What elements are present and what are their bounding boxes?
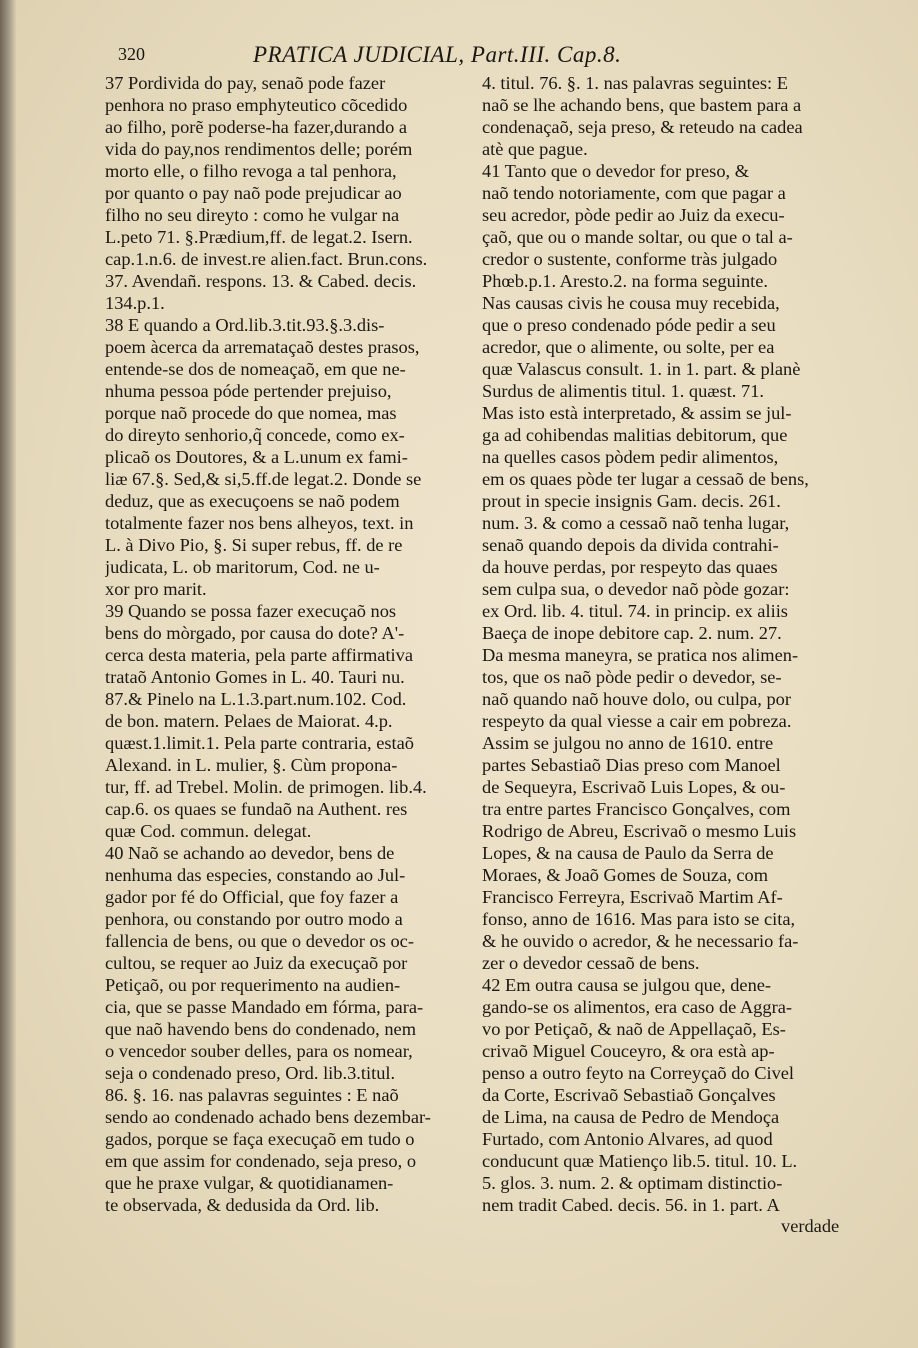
text-line: em os quaes pòde ter lugar a cessaõ de bens, xyxy=(482,469,809,489)
text-line: ga ad cohibendas malitias debitorum, que xyxy=(482,425,788,445)
text-line: judicata, L. ob maritorum, Cod. ne u- xyxy=(105,557,380,577)
text-line: naõ tendo notoriamente, com que pagar a xyxy=(482,183,786,203)
text-line: plicaõ os Doutores, & a L.unum ex fami- xyxy=(105,447,408,467)
text-line: 42 Em outra causa se julgou que, dene- xyxy=(482,975,772,995)
text-line: Lopes, & na causa de Paulo da Serra de xyxy=(482,843,774,863)
text-line: nem tradit Cabed. decis. 56. in 1. part. A xyxy=(482,1195,780,1215)
text-line: penso a outro feyto na Correyçaõ do Civel xyxy=(482,1063,795,1083)
text-line: Francisco Ferreyra, Escrivaõ Martim Af- xyxy=(482,887,783,907)
page-header xyxy=(118,42,858,72)
text-line: Mas isto està interpretado, & assim se jul- xyxy=(482,403,792,423)
text-line: crivaõ Miguel Couceyro, & ora està ap- xyxy=(482,1041,775,1061)
text-line: Alexand. in L. mulier, §. Cùm propona- xyxy=(105,755,398,775)
text-line: sem culpa sua, o devedor naõ pòde gozar: xyxy=(482,579,790,599)
text-line: credor o sustente, conforme tràs julgado xyxy=(482,249,778,269)
text-line: na quelles casos pòdem pedir alimentos, xyxy=(482,447,779,467)
text-line: ao filho, porẽ poderse-ha fazer,durando a xyxy=(105,117,408,137)
text-line: filho no seu direyto : como he vulgar na xyxy=(105,205,400,225)
text-line: cia, que se passe Mandado em fórma, para- xyxy=(105,997,424,1017)
text-line: de Lima, na causa de Pedro de Mendoça xyxy=(482,1107,780,1127)
right-text-column xyxy=(482,72,848,1216)
text-line: vida do pay,nos rendimentos delle; porém xyxy=(105,139,413,159)
text-line: 86. §. 16. nas palavras seguintes : E naõ xyxy=(105,1085,399,1105)
text-line: liæ 67.§. Sed,& si,5.ff.de legat.2. Donde se xyxy=(105,469,422,489)
running-title: PRATICA JUDICIAL, Part.III. Cap.8. xyxy=(253,42,622,67)
text-line: prout in specie insignis Gam. decis. 261. xyxy=(482,491,781,511)
text-line: 40 Naõ se achando ao devedor, bens de xyxy=(105,843,395,863)
text-line: tra entre partes Francisco Gonçalves, com xyxy=(482,799,791,819)
catchword: verdade xyxy=(781,1216,840,1236)
text-line: cap.6. os quaes se fundaõ na Authent. res xyxy=(105,799,408,819)
text-line: Rodrigo de Abreu, Escrivaõ o mesmo Luis xyxy=(482,821,797,841)
text-line: entende-se dos de nomeaçaõ, em que ne- xyxy=(105,359,406,379)
text-line: L. à Divo Pio, §. Si super rebus, ff. de re xyxy=(105,535,403,555)
text-line: 5. glos. 3. num. 2. & optimam distinctio- xyxy=(482,1173,783,1193)
text-line: da houve perdas, por respeyto das quaes xyxy=(482,557,778,577)
text-line: vo por Petiçaõ, & naõ de Appellaçaõ, Es- xyxy=(482,1019,786,1039)
text-line: 134.p.1. xyxy=(105,293,165,313)
text-line: Baeça de inope debitore cap. 2. num. 27. xyxy=(482,623,782,643)
text-line: tos, que os naõ pòde pedir o devedor, se- xyxy=(482,667,782,687)
text-line: morto elle, o filho revoga a tal penhora, xyxy=(105,161,397,181)
text-line: naõ se lhe achando bens, que bastem para a xyxy=(482,95,802,115)
text-line: gador por fé do Official, que foy fazer a xyxy=(105,887,399,907)
text-line: tur, ff. ad Trebel. Molin. de primogen. lib.4. xyxy=(105,777,427,797)
text-line: que he praxe vulgar, & quotidianamen- xyxy=(105,1173,394,1193)
text-line: condenaçaõ, seja preso, & reteudo na cadea xyxy=(482,117,803,137)
text-line: da Corte, Escrivaõ Sebastiaõ Gonçalves xyxy=(482,1085,776,1105)
text-line: totalmente fazer nos bens alheyos, text. in xyxy=(105,513,414,533)
text-line: naõ quando naõ houve dolo, ou culpa, por xyxy=(482,689,791,709)
text-line: L.peto 71. §.Prædium,ff. de legat.2. Isern. xyxy=(105,227,413,247)
text-line: porque naõ procede do que nomea, mas xyxy=(105,403,397,423)
text-line: nhuma pessoa póde pertender prejuiso, xyxy=(105,381,392,401)
text-line: por quanto o pay naõ pode prejudicar ao xyxy=(105,183,402,203)
text-line: çaõ, que ou o mande soltar, ou que o tal a- xyxy=(482,227,793,247)
text-line: 87.& Pinelo na L.1.3.part.num.102. Cod. xyxy=(105,689,407,709)
text-line: 37. Avendañ. respons. 13. & Cabed. decis. xyxy=(105,271,417,291)
text-line: penhora, ou constando por outro modo a xyxy=(105,909,403,929)
text-line: zer o devedor cessaõ de bens. xyxy=(482,953,700,973)
text-line: acredor, que o alimente, ou solte, per ea xyxy=(482,337,775,357)
text-line: Moraes, & Joaõ Gomes de Souza, com xyxy=(482,865,769,885)
text-line: Assim se julgou no anno de 1610. entre xyxy=(482,733,774,753)
text-line: ex Ord. lib. 4. titul. 74. in princip. ex aliis xyxy=(482,601,788,621)
text-line: que o preso condenado póde pedir a seu xyxy=(482,315,776,335)
text-line: Surdus de alimentis titul. 1. quæst. 71. xyxy=(482,381,764,401)
left-text-column xyxy=(105,72,462,1216)
text-line: 39 Quando se possa fazer execuçaõ nos xyxy=(105,601,397,621)
text-line: penhora no praso emphyteutico cõcedido xyxy=(105,95,408,115)
text-line: seu acredor, pòde pedir ao Juiz da execu- xyxy=(482,205,785,225)
text-line: bens do mòrgado, por causa do dote? A'- xyxy=(105,623,405,643)
text-line: quæ Valascus consult. 1. in 1. part. & planè xyxy=(482,359,801,379)
text-line: fallencia de bens, ou que o devedor os oc- xyxy=(105,931,414,951)
text-line: num. 3. & como a cessaõ naõ tenha lugar, xyxy=(482,513,790,533)
text-line: de Sequeyra, Escrivaõ Luis Lopes, & ou- xyxy=(482,777,786,797)
text-line: respeyto da qual viesse a cair em pobreza. xyxy=(482,711,792,731)
text-line: Da mesma maneyra, se pratica nos alimen- xyxy=(482,645,799,665)
text-line: do direyto senhorio,q̃ concede, como ex- xyxy=(105,425,405,445)
binding-gutter xyxy=(0,0,16,1348)
folio-number: 320 xyxy=(118,44,145,64)
text-line: gados, porque se faça execuçaõ em tudo o xyxy=(105,1129,415,1149)
text-line: & he ouvido o acredor, & he necessario fa- xyxy=(482,931,799,951)
text-line: de bon. matern. Pelaes de Maiorat. 4.p. xyxy=(105,711,393,731)
text-line: cerca desta materia, pela parte affirmativa xyxy=(105,645,414,665)
text-line: senaõ quando depois da divida contrahi- xyxy=(482,535,779,555)
text-line: cap.1.n.6. de invest.re alien.fact. Brun.cons. xyxy=(105,249,428,269)
text-line: xor pro marit. xyxy=(105,579,207,599)
text-line: o vencedor souber delles, para os nomear, xyxy=(105,1041,413,1061)
text-line: 41 Tanto que o devedor for preso, & xyxy=(482,161,750,181)
text-line: Petiçaõ, ou por requerimento na audien- xyxy=(105,975,401,995)
text-line: quæst.1.limit.1. Pela parte contraria, estaõ xyxy=(105,733,414,753)
text-line: gando-se os alimentos, era caso de Aggra- xyxy=(482,997,792,1017)
text-line: poem àcerca da arremataçaõ destes prasos, xyxy=(105,337,420,357)
text-line: Furtado, com Antonio Alvares, ad quod xyxy=(482,1129,773,1149)
text-line: em que assim for condenado, seja preso, o xyxy=(105,1151,417,1171)
text-line: conducunt quæ Matienço lib.5. titul. 10. L. xyxy=(482,1151,798,1171)
text-line: partes Sebastiaõ Dias preso com Manoel xyxy=(482,755,781,775)
text-line: nenhuma das especies, constando ao Jul- xyxy=(105,865,406,885)
text-line: Nas causas civis he cousa muy recebida, xyxy=(482,293,780,313)
text-line: 4. titul. 76. §. 1. nas palavras seguintes: E xyxy=(482,73,788,93)
text-line: deduz, que as execuçoens se naõ podem xyxy=(105,491,400,511)
text-line: te observada, & dedusida da Ord. lib. xyxy=(105,1195,380,1215)
text-line: Phœb.p.1. Aresto.2. na forma seguinte. xyxy=(482,271,769,291)
text-line: cultou, se requer ao Juiz da execuçaõ por xyxy=(105,953,408,973)
text-line: fonso, anno de 1616. Mas para isto se cita, xyxy=(482,909,796,929)
text-line: que naõ havendo bens do condenado, nem xyxy=(105,1019,417,1039)
text-line: 38 E quando a Ord.lib.3.tit.93.§.3.dis- xyxy=(105,315,385,335)
text-line: sendo ao condenado achado bens dezembar- xyxy=(105,1107,431,1127)
text-line: seja o condenado preso, Ord. lib.3.titul. xyxy=(105,1063,396,1083)
text-line: trataõ Antonio Gomes in L. 40. Tauri nu. xyxy=(105,667,405,687)
text-line: atè que pague. xyxy=(482,139,588,159)
text-line: 37 Pordivida do pay, senaõ pode fazer xyxy=(105,73,386,93)
text-line: quæ Cod. commun. delegat. xyxy=(105,821,312,841)
